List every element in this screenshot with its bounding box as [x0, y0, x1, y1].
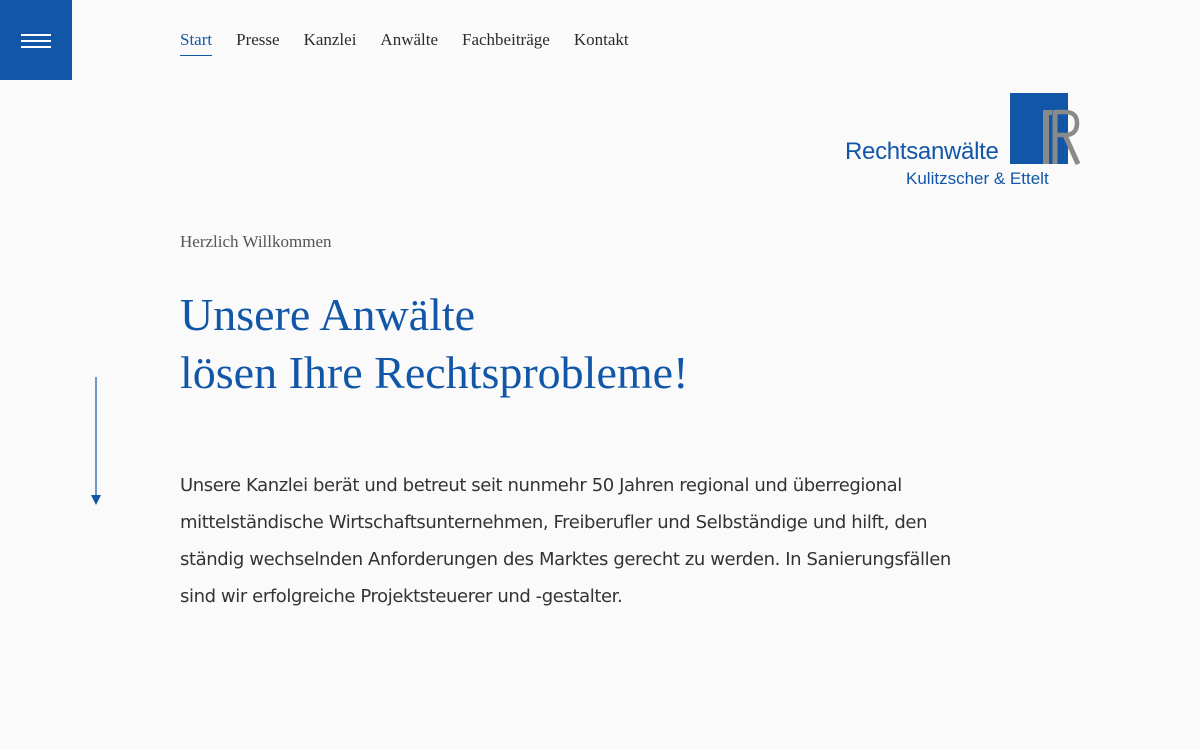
menu-toggle-button[interactable]	[0, 0, 72, 80]
logo-title: Rechtsanwälte	[845, 138, 999, 165]
arrow-down-icon[interactable]	[89, 377, 103, 507]
nav-item-kontakt[interactable]: Kontakt	[573, 30, 629, 49]
main-navigation	[180, 30, 629, 56]
nav-item-anwaelte[interactable]: Anwälte	[380, 30, 439, 49]
logo-subtitle: Kulitzscher & Ettelt	[906, 169, 1049, 188]
hamburger-menu-icon-line	[21, 40, 51, 42]
nav-item-presse[interactable]: Presse	[236, 30, 280, 49]
hero-headline-line2: lösen Ihre Rechtsprobleme!	[180, 347, 689, 398]
intro-paragraph: Unsere Kanzlei berät und betreut seit nunmehr 50 Jahren regional und überregional mittelständische Wirtschaftsunternehmen, Freiberufler und Selbständige und hilft, den ständig wechselnden Anforderungen des Marktes gerecht zu werden. In Sanierungsfällen sind wir erfolgreiche Projektsteuerer und -gestalter.	[180, 475, 951, 607]
nav-item-kanzlei[interactable]: Kanzlei	[303, 30, 357, 49]
firm-logo[interactable]	[845, 93, 1085, 193]
nav-item-start[interactable]: Start	[180, 30, 212, 56]
hero-headline	[180, 286, 688, 402]
hamburger-menu-icon	[21, 34, 51, 36]
hero-headline-line1: Unsere Anwälte	[180, 289, 476, 340]
logo-monogram-icon	[1041, 106, 1081, 166]
nav-item-fachbeitraege[interactable]: Fachbeiträge	[462, 30, 550, 49]
hamburger-menu-icon-line	[21, 46, 51, 48]
welcome-eyebrow: Herzlich Willkommen	[180, 232, 332, 251]
